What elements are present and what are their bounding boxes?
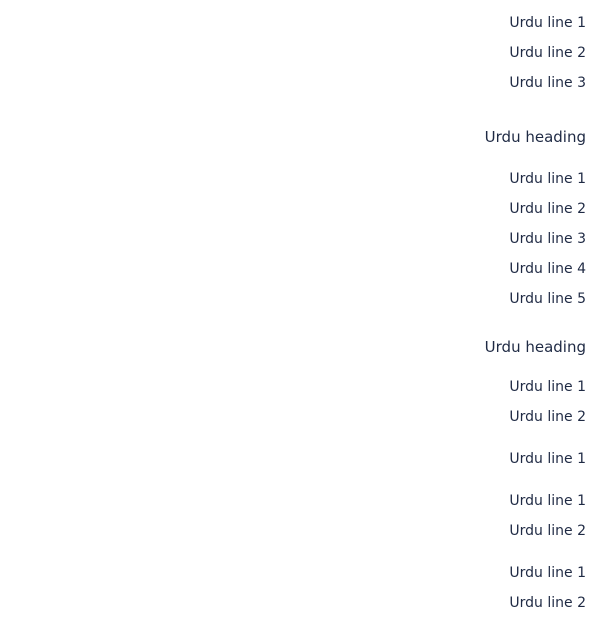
step-paragraph	[14, 558, 586, 618]
intro-line: Urdu line 1	[509, 15, 586, 31]
ingredients-line: Urdu line 5	[509, 291, 586, 307]
step-line: Urdu line 2	[509, 595, 586, 611]
intro-paragraph	[14, 8, 586, 98]
step-line: Urdu line 1	[509, 565, 586, 581]
ingredients-heading: Urdu heading	[484, 128, 586, 146]
step-paragraph	[14, 372, 586, 432]
intro-line: Urdu line 3	[509, 75, 586, 91]
ingredients-paragraph	[14, 164, 586, 314]
step-line: Urdu line 2	[509, 523, 586, 539]
ingredients-line: Urdu line 1	[509, 171, 586, 187]
step-line: Urdu line 1	[509, 493, 586, 509]
ingredients-line: Urdu line 2	[509, 201, 586, 217]
step-paragraph	[14, 486, 586, 546]
step-paragraph	[14, 444, 586, 474]
steps-heading: Urdu heading	[484, 338, 586, 356]
intro-line: Urdu line 2	[509, 45, 586, 61]
ingredients-line: Urdu line 3	[509, 231, 586, 247]
step-line: Urdu line 2	[509, 409, 586, 425]
step-line: Urdu line 1	[509, 379, 586, 395]
step-line: Urdu line 1	[509, 451, 586, 467]
ingredients-line: Urdu line 4	[509, 261, 586, 277]
